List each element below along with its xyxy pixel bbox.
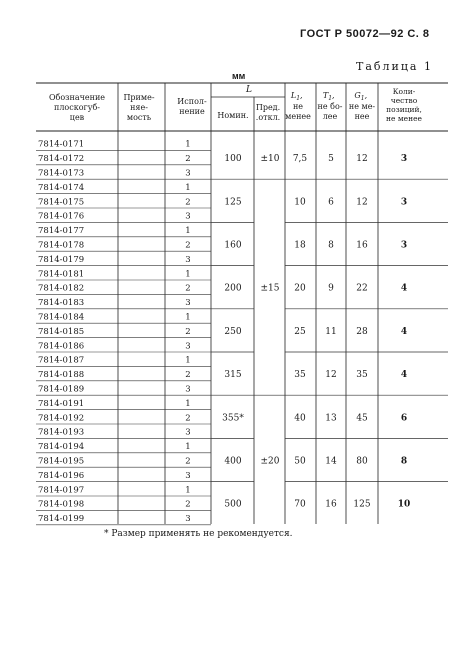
row-designation: 7814-0182 [38, 283, 85, 294]
col-header-designation: Обозначение плоскогуб-цев [48, 93, 106, 122]
col-header-L: L [246, 85, 252, 95]
group-L-nominal: 355* [222, 413, 244, 424]
row-version: 3 [185, 341, 191, 352]
row-version: 2 [185, 456, 191, 467]
row-designation: 7814-0181 [38, 269, 85, 280]
row-version: 2 [185, 499, 191, 510]
group-G1: 12 [356, 197, 368, 208]
row-version: 3 [185, 470, 191, 481]
row-designation: 7814-0178 [38, 240, 85, 251]
row-version: 2 [185, 197, 191, 208]
row-version: 2 [185, 370, 191, 381]
row-designation: 7814-0185 [38, 326, 85, 337]
group-T1: 14 [325, 456, 337, 467]
row-designation: 7814-0173 [38, 168, 85, 179]
group-G1: 12 [356, 154, 368, 165]
group-T1: 16 [325, 499, 337, 510]
row-version: 3 [185, 211, 191, 222]
row-version: 1 [185, 312, 191, 323]
row-designation: 7814-0186 [38, 341, 85, 352]
group-count: 10 [397, 499, 411, 510]
row-version: 2 [185, 154, 191, 165]
group-G1: 22 [356, 283, 368, 294]
row-version: 2 [185, 413, 191, 424]
group-L1: 25 [294, 326, 306, 337]
unit-label: мм [232, 71, 246, 81]
row-designation: 7814-0197 [38, 485, 85, 496]
table-body [36, 140, 448, 525]
row-version: 3 [185, 254, 191, 265]
row-version: 1 [185, 182, 191, 193]
deviation-value: ±20 [260, 456, 280, 467]
row-version: 2 [185, 326, 191, 337]
group-L1: 10 [294, 197, 306, 208]
row-designation: 7814-0172 [38, 154, 85, 165]
row-designation: 7814-0171 [38, 139, 85, 150]
group-T1: 6 [328, 197, 334, 208]
page-header: ГОСТ Р 50072—92 С. 8 [300, 28, 430, 40]
group-L-nominal: 125 [224, 197, 242, 208]
row-designation: 7814-0183 [38, 298, 85, 309]
group-T1: 12 [325, 370, 337, 381]
group-G1: 125 [353, 499, 371, 510]
row-version: 1 [185, 485, 191, 496]
row-designation: 7814-0184 [38, 312, 85, 323]
row-designation: 7814-0199 [38, 514, 85, 525]
row-version: 3 [185, 514, 191, 525]
row-designation: 7814-0175 [38, 197, 85, 208]
row-designation: 7814-0189 [38, 384, 85, 395]
row-version: 1 [185, 269, 191, 280]
row-designation: 7814-0179 [38, 254, 85, 265]
row-version: 3 [185, 384, 191, 395]
group-G1: 80 [356, 456, 368, 467]
row-version: 1 [185, 398, 191, 409]
group-L-nominal: 160 [224, 240, 242, 251]
row-designation: 7814-0196 [38, 470, 85, 481]
row-designation: 7814-0192 [38, 413, 85, 424]
group-T1: 5 [328, 154, 334, 165]
row-version: 2 [185, 240, 191, 251]
group-count: 3 [400, 240, 408, 251]
group-count: 6 [400, 413, 408, 424]
deviation-value: ±15 [260, 283, 280, 294]
group-T1: 8 [328, 240, 334, 251]
group-L1: 35 [294, 370, 306, 381]
col-header-T1: $T_1$, не бо-лее [317, 91, 343, 121]
group-L-nominal: 200 [224, 283, 242, 294]
group-L1: 50 [294, 456, 306, 467]
col-header-version: Испол-нение [177, 97, 207, 116]
row-designation: 7814-0177 [38, 226, 85, 237]
group-T1: 11 [325, 326, 337, 337]
group-L-nominal: 400 [224, 456, 242, 467]
row-version: 1 [185, 355, 191, 366]
col-header-L1: $L_1$, не менее [285, 91, 311, 121]
group-count: 4 [400, 283, 408, 294]
group-L1: 20 [294, 283, 306, 294]
footnote: * Размер применять не рекомендуется. [104, 529, 293, 539]
group-T1: 13 [325, 413, 337, 424]
row-version: 1 [185, 139, 191, 150]
group-L-nominal: 315 [224, 370, 242, 381]
group-count: 4 [400, 326, 408, 337]
group-count: 4 [400, 370, 408, 381]
group-count: 3 [400, 197, 408, 208]
deviation-value: ±10 [260, 154, 280, 165]
row-designation: 7814-0194 [38, 442, 85, 453]
row-designation: 7814-0187 [38, 355, 85, 366]
col-header-L-dev: Пред. .откл. [255, 103, 281, 122]
row-designation: 7814-0188 [38, 370, 85, 381]
row-version: 1 [185, 226, 191, 237]
col-header-L-nom: Номин. [217, 111, 249, 120]
col-header-applicability: Приме-няе-мость [123, 93, 155, 122]
group-G1: 16 [356, 240, 368, 251]
group-G1: 45 [356, 413, 368, 424]
row-designation: 7814-0193 [38, 427, 85, 438]
row-designation: 7814-0174 [38, 182, 85, 193]
group-T1: 9 [328, 283, 334, 294]
col-header-G1: $G_1$, не ме-нее [348, 91, 376, 121]
row-version: 3 [185, 168, 191, 179]
row-designation: 7814-0191 [38, 398, 85, 409]
group-count: 3 [400, 154, 408, 165]
group-L-nominal: 500 [224, 499, 242, 510]
group-L1: 18 [294, 240, 306, 251]
col-header-count: Коли-чество позиций, не менее [386, 87, 422, 123]
row-version: 3 [185, 298, 191, 309]
group-G1: 35 [356, 370, 368, 381]
group-L1: 7,5 [292, 154, 308, 165]
group-G1: 28 [356, 326, 368, 337]
group-L1: 70 [294, 499, 306, 510]
row-designation: 7814-0198 [38, 499, 85, 510]
row-designation: 7814-0195 [38, 456, 85, 467]
row-version: 2 [185, 283, 191, 294]
group-L-nominal: 100 [224, 154, 242, 165]
row-version: 1 [185, 442, 191, 453]
table-caption: Таблица 1 [356, 60, 433, 73]
row-designation: 7814-0176 [38, 211, 85, 222]
group-count: 8 [400, 456, 408, 467]
group-L1: 40 [294, 413, 306, 424]
row-version: 3 [185, 427, 191, 438]
group-L-nominal: 250 [224, 326, 242, 337]
